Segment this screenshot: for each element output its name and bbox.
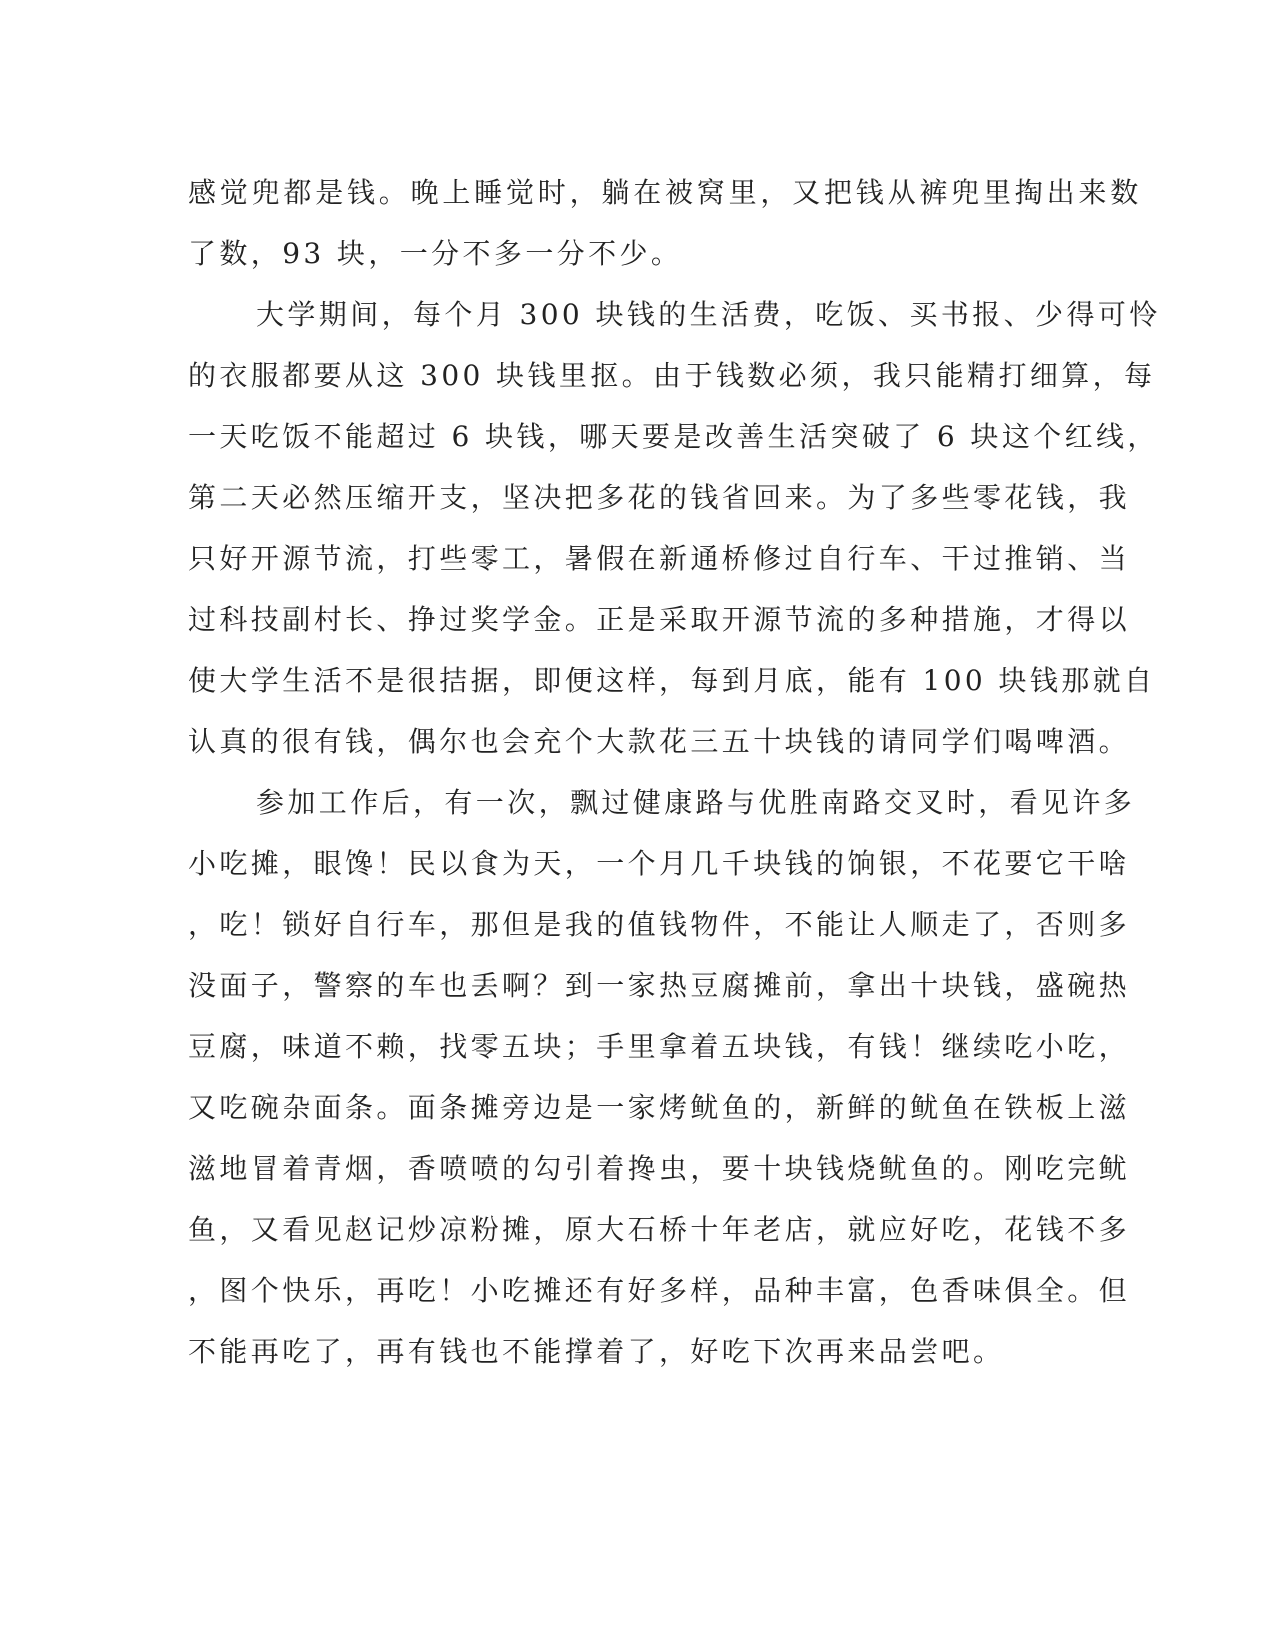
text-line: 不能再吃了，再有钱也不能撑着了，好吃下次再来品尝吧。 [188, 1335, 1005, 1368]
text-line: ，图个快乐，再吃！小吃摊还有好多样，品种丰富，色香味俱全。但 [188, 1274, 1131, 1307]
text-line: 的衣服都要从这 300 块钱里抠。由于钱数必须，我只能精打细算，每 [188, 359, 1156, 392]
text-line: 认真的很有钱，偶尔也会充个大款花三五十块钱的请同学们喝啤酒。 [188, 725, 1131, 758]
text-line: 没面子，警察的车也丢啊？到一家热豆腐摊前，拿出十块钱，盛碗热 [188, 969, 1131, 1002]
text-line: 感觉兜都是钱。晚上睡觉时，躺在被窝里，又把钱从裤兜里掏出来数 [188, 176, 1143, 209]
text-line: 一天吃饭不能超过 6 块钱，哪天要是改善生活突破了 6 块这个红线， [188, 420, 1159, 453]
text-line: 鱼，又看见赵记炒凉粉摊，原大石桥十年老店，就应好吃，花钱不多 [188, 1213, 1131, 1246]
text-line: 又吃碗杂面条。面条摊旁边是一家烤鱿鱼的，新鲜的鱿鱼在铁板上滋 [188, 1091, 1131, 1124]
text-line: 小吃摊，眼馋！民以食为天，一个月几千块钱的饷银，不花要它干啥 [188, 847, 1131, 880]
text-line: 使大学生活不是很拮据，即便这样，每到月底，能有 100 块钱那就自 [188, 664, 1156, 697]
text-line: 了数，93 块，一分不多一分不少。 [188, 237, 683, 270]
text-line: 滋地冒着青烟，香喷喷的勾引着搀虫，要十块钱烧鱿鱼的。刚吃完鱿 [188, 1152, 1131, 1185]
paragraph-start-line: 参加工作后，有一次，飘过健康路与优胜南路交叉时，看见许多 [256, 786, 1136, 819]
text-line: 豆腐，味道不赖，找零五块；手里拿着五块钱，有钱！继续吃小吃， [188, 1030, 1131, 1063]
text-line: ，吃！锁好自行车，那但是我的值钱物件，不能让人顺走了，否则多 [188, 908, 1131, 941]
body-text [188, 162, 1161, 1382]
text-line: 过科技副村长、挣过奖学金。正是采取开源节流的多种措施，才得以 [188, 603, 1131, 636]
paragraph-start-line: 大学期间，每个月 300 块钱的生活费，吃饭、买书报、少得可怜 [256, 298, 1161, 331]
text-line: 第二天必然压缩开支，坚决把多花的钱省回来。为了多些零花钱，我 [188, 481, 1131, 514]
text-line: 只好开源节流，打些零工，暑假在新通桥修过自行车、干过推销、当 [188, 542, 1131, 575]
